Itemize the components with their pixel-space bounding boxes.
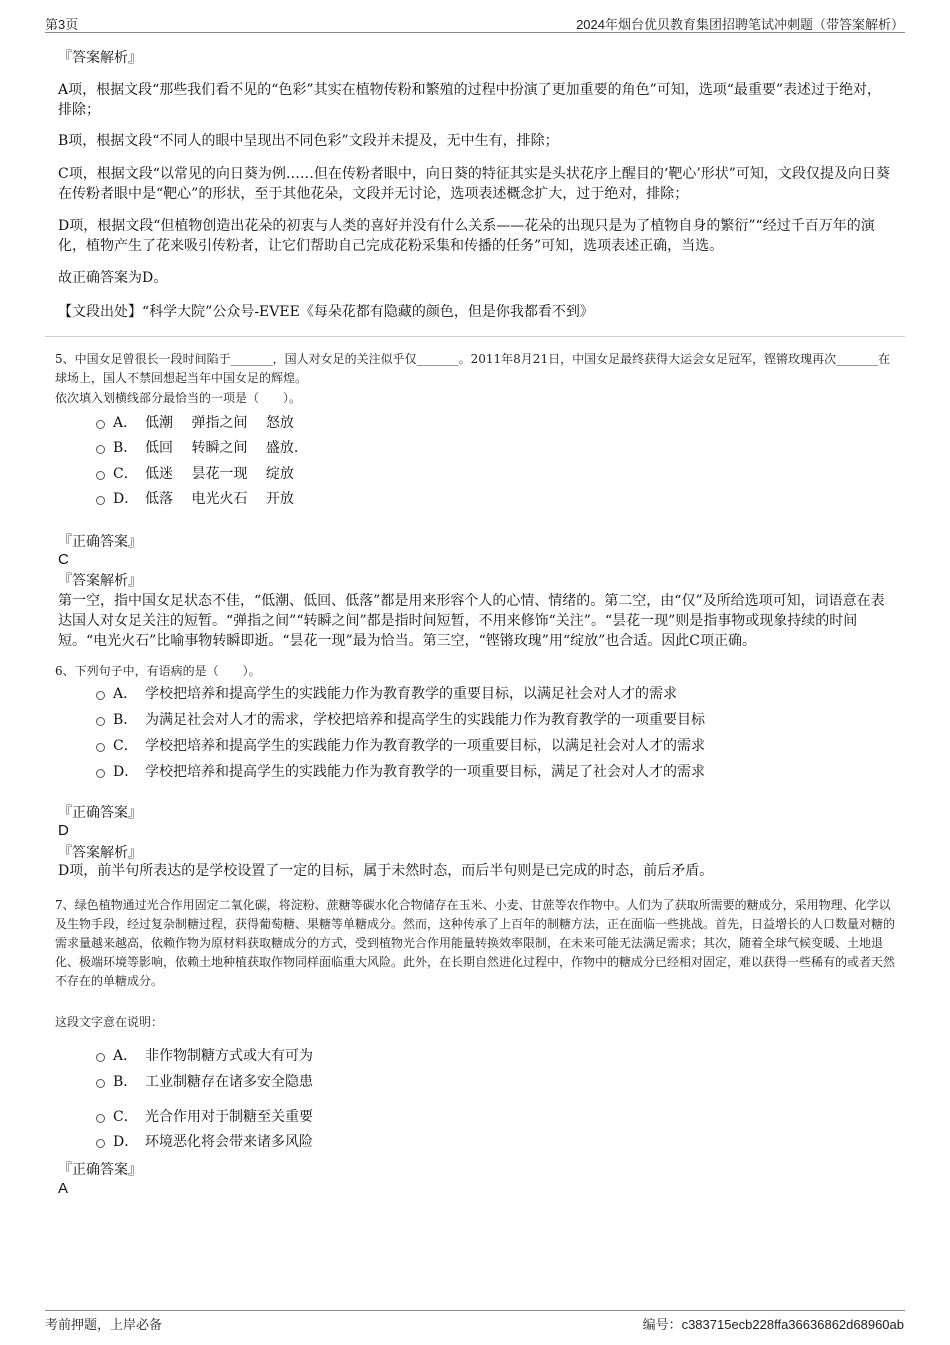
q5-option-a[interactable] [96,414,294,432]
option-text: 非作物制糖方式或大有可为 [145,1048,313,1064]
q5-option-b[interactable] [96,439,298,457]
radio-button[interactable] [96,445,105,454]
q5-analysis: 第一空，指中国女足状态不佳，“低潮、低回、低落”都是用来形容个人的心情、情绪的。第二空，由“仅”及所给选项可知，词语意在表达国人对女足关注的短暂。“弹指之间”“转瞬之间”都是指时间短暂，不用来修饰“关注”。“昙花一现”则是指事物或现象持续的时间短。“电光火石”比喻事物转瞬即逝。“昙花一现”最为恰当。第三空，“铿锵玫瑰”用“绽放”也合适。因此C项正确。 [58,593,885,649]
option-letter: B． [113,712,138,728]
option-letter: A． [113,415,138,431]
option-text: 低落 电光火石 开放 [145,491,294,507]
q6-stem: 6、下列句子中，有语病的是（ ）。 [55,664,261,678]
q5-stem: 5、中国女足曾很长一段时间陷于_______，国人对女足的关注似乎仅_______。2011年8月21日，中国女足最终获得大运会女足冠军，铿锵玫瑰再次_______在球场上，国人不禁回想起当年中国女足的辉煌。 [55,352,891,385]
radio-button[interactable] [96,1053,105,1062]
option-text: 学校把培养和提高学生的实践能力作为教育教学的重要目标，以满足社会对人才的需求 [145,686,677,702]
option-letter: C． [113,738,138,754]
q7-option-b[interactable] [96,1073,313,1091]
q6-option-d[interactable] [96,763,705,781]
q4-analysis-d: D项，根据文段“但植物创造出花朵的初衷与人类的喜好并没有什么关系——花朵的出现只是为了植物自身的繁衍”“经过千百万年的演化，植物产生了花来吸引传粉者，让它们帮助自己完成花粉采集和传播的任务”可知，选项表述正确，当选。 [58,218,875,254]
footer-serial: 编号：c383715ecb228ffa36636862d68960ab [642,1317,904,1332]
q6-analysis-label: 『答案解析』 [58,845,142,861]
footer-divider [45,1310,905,1311]
option-letter: C． [113,466,138,482]
option-letter: D． [113,764,139,780]
q6-answer: D [58,822,69,839]
q6-option-b[interactable] [96,711,705,729]
option-text: 学校把培养和提高学生的实践能力作为教育教学的一项重要目标，满足了社会对人才的需求 [145,764,705,780]
q6-analysis: D项，前半句所表达的是学校设置了一定的目标，属于未然时态，而后半句则是已完成的时态，前后矛盾。 [58,863,714,879]
option-text: 环境恶化将会带来诸多风险 [145,1134,313,1150]
q4-conclusion: 故正确答案为D。 [58,270,168,286]
q4-analysis-b: B项，根据文段“不同人的眼中呈现出不同色彩”文段并未提及，无中生有，排除； [58,133,559,149]
q5-option-c[interactable] [96,465,294,483]
q5-analysis-label: 『答案解析』 [58,573,142,589]
q7-option-a[interactable] [96,1047,313,1065]
section-divider [45,336,905,337]
q6-option-a[interactable] [96,685,677,703]
option-letter: C． [113,1109,138,1125]
option-text: 低潮 弹指之间 怒放 [145,415,294,431]
document-title: 2024年烟台优贝教育集团招聘笔试冲刺题（带答案解析） [576,17,904,32]
option-text: 工业制糖存在诸多安全隐患 [145,1074,313,1090]
option-letter: A． [113,686,138,702]
option-text: 低回 转瞬之间 盛放. [145,440,299,456]
q5-prompt: 依次填入划横线部分最恰当的一项是（ ）。 [55,391,302,405]
footer-slogan: 考前押题，上岸必备 [45,1317,163,1332]
option-letter: A． [113,1048,138,1064]
radio-button[interactable] [96,717,105,726]
q4-analysis-a: A项，根据文段“那些我们看不见的“色彩”其实在植物传粉和繁殖的过程中扮演了更加重要的角色”可知，选项“最重要”表述过于绝对，排除； [58,82,882,118]
q6-answer-label: 『正确答案』 [58,805,142,821]
radio-button[interactable] [96,1079,105,1088]
q7-option-c[interactable] [96,1108,313,1126]
radio-button[interactable] [96,743,105,752]
option-letter: D． [113,1134,139,1150]
q4-analysis-c: C项，根据文段“以常见的向日葵为例……但在传粉者眼中，向日葵的特征其实是头状花序上醒目的‘靶心’形状”可知，文段仅提及向日葵在传粉者眼中是“靶心”的形状，至于其他花朵，文段并无讨论，选项表述概念扩大，过于绝对，排除； [58,166,890,202]
option-text: 为满足社会对人才的需求，学校把培养和提高学生的实践能力作为教育教学的一项重要目标 [145,712,705,728]
page-number: 第3页 [45,17,79,32]
q7-prompt: 这段文字意在说明： [55,1015,164,1029]
q6-option-c[interactable] [96,737,705,755]
q5-answer-label: 『正确答案』 [58,534,142,550]
q4-analysis-label: 『答案解析』 [58,50,142,66]
q5-option-d[interactable] [96,490,294,508]
header-divider [45,32,905,33]
q7-option-d[interactable] [96,1133,313,1151]
q7-stem: 7、绿色植物通过光合作用固定二氧化碳，将淀粉、蔗糖等碳水化合物储存在玉米、小麦、甘蔗等农作物中。人们为了获取所需要的糖成分，采用物理、化学以及生物手段，经过复杂制糖过程，获得葡萄糖、果糖等单糖成分。然而，这种传承了上百年的制糖方法，正在面临一些挑战。首先，日益增长的人口数量对糖的需求量越来越高，依赖作物为原材料获取糖成分的方式，受到植物光合作用能量转换效率限制，在未来可能无法满足需求；其次，随着全球气候变暖、土地退化、极端环境等影响，依赖土地种植获取作物同样面临重大风险。此外，在长期自然进化过程中，作物中的糖成分已经相对固定，难以获得一些稀有的或者天然不存在的单糖成分。 [55,898,896,988]
radio-button[interactable] [96,1114,105,1123]
option-text: 低迷 昙花一现 绽放 [145,466,294,482]
q7-answer: A [58,1180,69,1197]
radio-button[interactable] [96,496,105,505]
option-text: 学校把培养和提高学生的实践能力作为教育教学的一项重要目标，以满足社会对人才的需求 [145,738,705,754]
q5-answer: C [58,551,69,568]
option-letter: B． [113,440,138,456]
q4-source: 【文段出处】“科学大院”公众号-EVEE《每朵花都有隐藏的颜色，但是你我都看不到》 [58,304,594,320]
radio-button[interactable] [96,691,105,700]
option-letter: B． [113,1074,138,1090]
radio-button[interactable] [96,471,105,480]
q7-answer-label: 『正确答案』 [58,1162,142,1178]
option-letter: D． [113,491,139,507]
radio-button[interactable] [96,769,105,778]
option-text: 光合作用对于制糖至关重要 [145,1109,313,1125]
radio-button[interactable] [96,1139,105,1148]
radio-button[interactable] [96,420,105,429]
